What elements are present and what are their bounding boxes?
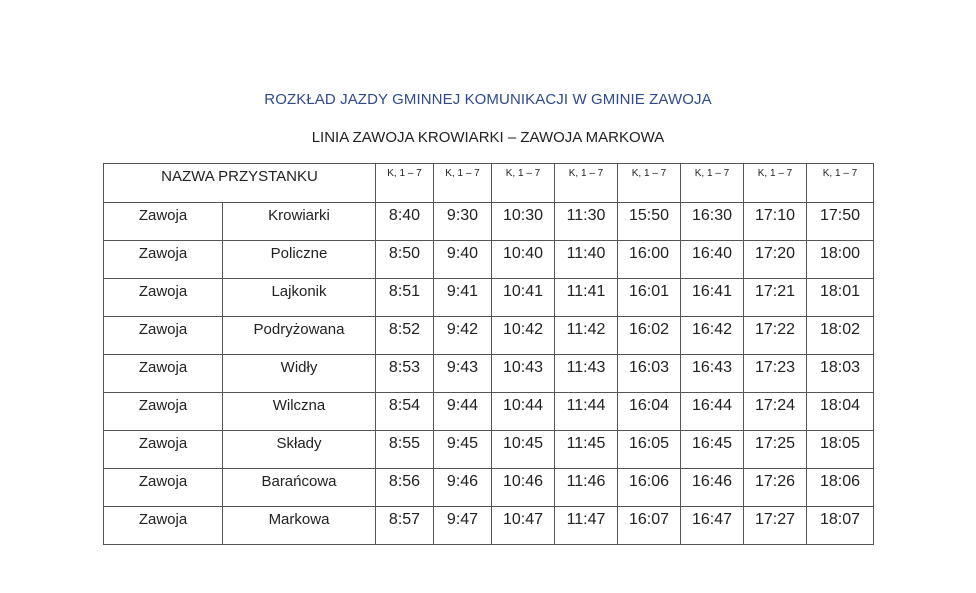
departure-time-cell: 18:06 bbox=[807, 469, 874, 507]
departure-time-cell: 8:53 bbox=[376, 355, 434, 393]
departure-time-cell: 10:30 bbox=[492, 203, 555, 241]
stop-cell: Wilczna bbox=[223, 393, 376, 431]
table-row bbox=[104, 431, 874, 469]
departure-time-cell: 9:44 bbox=[434, 393, 492, 431]
table-row bbox=[104, 317, 874, 355]
departure-time-cell: 17:27 bbox=[744, 507, 807, 545]
departure-time-cell: 16:02 bbox=[618, 317, 681, 355]
departure-time-cell: 8:40 bbox=[376, 203, 434, 241]
departure-time-cell: 10:40 bbox=[492, 241, 555, 279]
departure-time-cell: 9:47 bbox=[434, 507, 492, 545]
departure-time-cell: 10:44 bbox=[492, 393, 555, 431]
departure-time-cell: 17:20 bbox=[744, 241, 807, 279]
departure-time-cell: 17:10 bbox=[744, 203, 807, 241]
departure-time-cell: 18:07 bbox=[807, 507, 874, 545]
departure-time-cell: 17:21 bbox=[744, 279, 807, 317]
departure-time-cell: 9:40 bbox=[434, 241, 492, 279]
departure-time-cell: 10:46 bbox=[492, 469, 555, 507]
departure-time-cell: 11:47 bbox=[555, 507, 618, 545]
table-row bbox=[104, 393, 874, 431]
departure-time-cell: 16:41 bbox=[681, 279, 744, 317]
stop-cell: Barańcowa bbox=[223, 469, 376, 507]
departure-time-cell: 16:44 bbox=[681, 393, 744, 431]
town-cell: Zawoja bbox=[104, 241, 223, 279]
departure-time-cell: 16:43 bbox=[681, 355, 744, 393]
stop-cell: Markowa bbox=[223, 507, 376, 545]
departure-time-cell: 17:22 bbox=[744, 317, 807, 355]
departure-time-cell: 10:43 bbox=[492, 355, 555, 393]
departure-time-cell: 17:24 bbox=[744, 393, 807, 431]
stop-name-header: NAZWA PRZYSTANKU bbox=[104, 164, 376, 203]
table-row bbox=[104, 203, 874, 241]
town-cell: Zawoja bbox=[104, 469, 223, 507]
departure-time-cell: 18:05 bbox=[807, 431, 874, 469]
table-header-row bbox=[104, 164, 874, 203]
departure-time-cell: 16:07 bbox=[618, 507, 681, 545]
stop-cell: Podryżowana bbox=[223, 317, 376, 355]
table-row bbox=[104, 279, 874, 317]
departure-time-cell: 8:57 bbox=[376, 507, 434, 545]
table-row bbox=[104, 469, 874, 507]
departure-time-cell: 18:02 bbox=[807, 317, 874, 355]
timetable bbox=[103, 163, 874, 545]
departure-time-cell: 9:46 bbox=[434, 469, 492, 507]
departure-time-cell: 16:42 bbox=[681, 317, 744, 355]
stop-cell: Policzne bbox=[223, 241, 376, 279]
column-header: K, 1 – 7 bbox=[744, 164, 807, 203]
stop-cell: Składy bbox=[223, 431, 376, 469]
line-subtitle: LINIA ZAWOJA KROWIARKI – ZAWOJA MARKOWA bbox=[311, 129, 665, 146]
departure-time-cell: 10:47 bbox=[492, 507, 555, 545]
column-header: K, 1 – 7 bbox=[618, 164, 681, 203]
departure-time-cell: 16:46 bbox=[681, 469, 744, 507]
town-cell: Zawoja bbox=[104, 203, 223, 241]
departure-time-cell: 10:41 bbox=[492, 279, 555, 317]
departure-time-cell: 11:40 bbox=[555, 241, 618, 279]
departure-time-cell: 16:04 bbox=[618, 393, 681, 431]
town-cell: Zawoja bbox=[104, 393, 223, 431]
departure-time-cell: 16:40 bbox=[681, 241, 744, 279]
table-row bbox=[104, 355, 874, 393]
departure-time-cell: 11:43 bbox=[555, 355, 618, 393]
town-cell: Zawoja bbox=[104, 431, 223, 469]
departure-time-cell: 10:45 bbox=[492, 431, 555, 469]
departure-time-cell: 8:55 bbox=[376, 431, 434, 469]
departure-time-cell: 17:26 bbox=[744, 469, 807, 507]
departure-time-cell: 8:54 bbox=[376, 393, 434, 431]
departure-time-cell: 18:01 bbox=[807, 279, 874, 317]
departure-time-cell: 11:46 bbox=[555, 469, 618, 507]
town-cell: Zawoja bbox=[104, 279, 223, 317]
departure-time-cell: 11:41 bbox=[555, 279, 618, 317]
departure-time-cell: 18:04 bbox=[807, 393, 874, 431]
stop-cell: Krowiarki bbox=[223, 203, 376, 241]
departure-time-cell: 15:50 bbox=[618, 203, 681, 241]
town-cell: Zawoja bbox=[104, 507, 223, 545]
column-header: K, 1 – 7 bbox=[807, 164, 874, 203]
departure-time-cell: 9:41 bbox=[434, 279, 492, 317]
departure-time-cell: 17:25 bbox=[744, 431, 807, 469]
departure-time-cell: 18:00 bbox=[807, 241, 874, 279]
departure-time-cell: 16:47 bbox=[681, 507, 744, 545]
column-header: K, 1 – 7 bbox=[555, 164, 618, 203]
departure-time-cell: 11:42 bbox=[555, 317, 618, 355]
departure-time-cell: 8:50 bbox=[376, 241, 434, 279]
table-row bbox=[104, 241, 874, 279]
departure-time-cell: 16:05 bbox=[618, 431, 681, 469]
departure-time-cell: 16:45 bbox=[681, 431, 744, 469]
departure-time-cell: 8:51 bbox=[376, 279, 434, 317]
departure-time-cell: 16:30 bbox=[681, 203, 744, 241]
departure-time-cell: 16:03 bbox=[618, 355, 681, 393]
departure-time-cell: 8:56 bbox=[376, 469, 434, 507]
departure-time-cell: 11:45 bbox=[555, 431, 618, 469]
departure-time-cell: 9:30 bbox=[434, 203, 492, 241]
departure-time-cell: 17:50 bbox=[807, 203, 874, 241]
departure-time-cell: 11:30 bbox=[555, 203, 618, 241]
departure-time-cell: 16:01 bbox=[618, 279, 681, 317]
departure-time-cell: 9:43 bbox=[434, 355, 492, 393]
stop-cell: Lajkonik bbox=[223, 279, 376, 317]
column-header: K, 1 – 7 bbox=[492, 164, 555, 203]
column-header: K, 1 – 7 bbox=[681, 164, 744, 203]
departure-time-cell: 16:06 bbox=[618, 469, 681, 507]
document-title: ROZKŁAD JAZDY GMINNEJ KOMUNIKACJI W GMINIE ZAWOJA bbox=[264, 91, 712, 108]
stop-cell: Widły bbox=[223, 355, 376, 393]
departure-time-cell: 16:00 bbox=[618, 241, 681, 279]
departure-time-cell: 17:23 bbox=[744, 355, 807, 393]
column-header: K, 1 – 7 bbox=[434, 164, 492, 203]
departure-time-cell: 10:42 bbox=[492, 317, 555, 355]
town-cell: Zawoja bbox=[104, 317, 223, 355]
departure-time-cell: 9:45 bbox=[434, 431, 492, 469]
departure-time-cell: 8:52 bbox=[376, 317, 434, 355]
column-header: K, 1 – 7 bbox=[376, 164, 434, 203]
departure-time-cell: 9:42 bbox=[434, 317, 492, 355]
departure-time-cell: 11:44 bbox=[555, 393, 618, 431]
departure-time-cell: 18:03 bbox=[807, 355, 874, 393]
table-row bbox=[104, 507, 874, 545]
town-cell: Zawoja bbox=[104, 355, 223, 393]
